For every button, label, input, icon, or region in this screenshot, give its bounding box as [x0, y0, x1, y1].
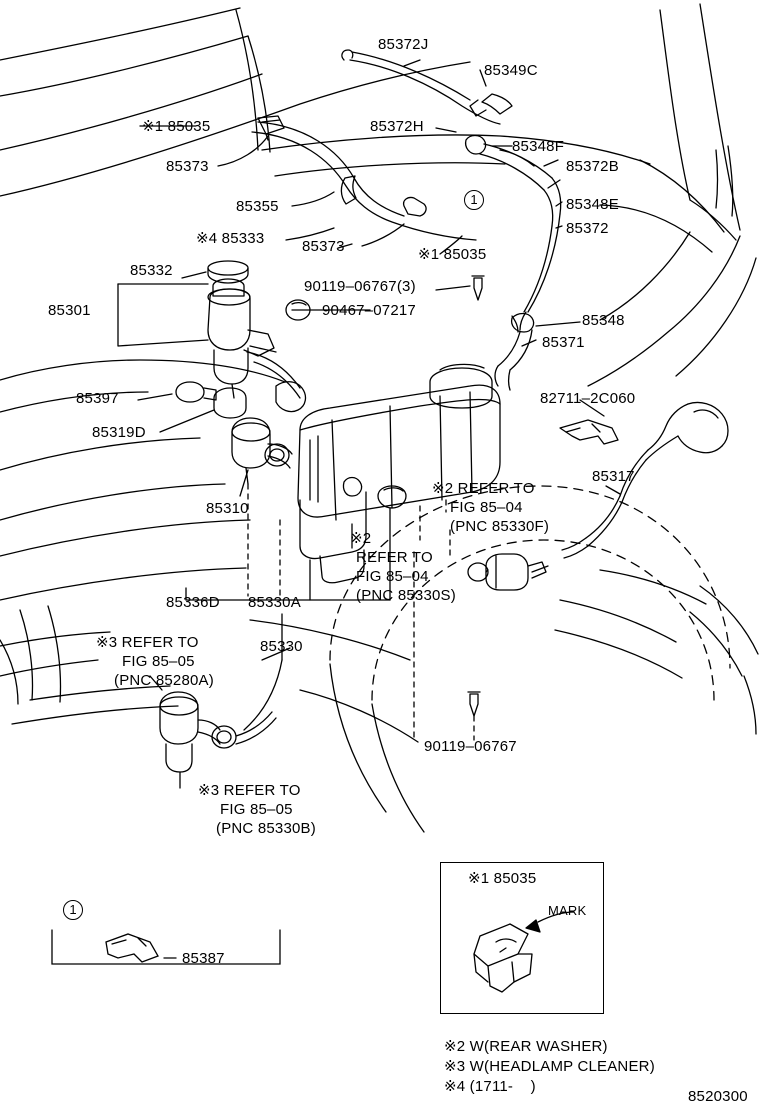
part-label-85336D: 85336D	[166, 594, 220, 611]
reference-note-85330F	[432, 480, 550, 535]
part-label-85035-upper: ※1 85035	[142, 118, 211, 135]
reference-note-85280A-line1: ※3 REFER TO	[96, 634, 199, 651]
part-label-85333: ※4 85333	[196, 230, 265, 247]
part-label-85371: 85371	[542, 334, 585, 351]
part-label-85317: 85317	[592, 468, 635, 485]
callout-circle-1-main: 1	[464, 190, 484, 210]
reference-note-85330S-line4: (PNC 85330S)	[356, 587, 456, 604]
reference-note-85330B	[198, 782, 316, 837]
part-label-90119-06767-3: 90119–06767(3)	[304, 278, 416, 295]
part-label-85372J: 85372J	[378, 36, 429, 53]
reference-note-85330B-line1: ※3 REFER TO	[198, 782, 301, 799]
part-label-85387: 85387	[182, 950, 225, 967]
part-label-90119-06767: 90119–06767	[424, 738, 517, 755]
reference-note-85280A	[96, 634, 214, 689]
part-label-85373-lower: 85373	[302, 238, 345, 255]
part-label-85330: 85330	[260, 638, 303, 655]
callout-circle-1-legend: 1	[63, 900, 83, 920]
part-label-85319D: 85319D	[92, 424, 146, 441]
part-label-85301: 85301	[48, 302, 91, 319]
reference-note-85280A-line2: FIG 85–05	[122, 653, 195, 670]
part-label-85373-upper: 85373	[166, 158, 209, 175]
part-label-85372: 85372	[566, 220, 609, 237]
reference-note-85280A-line3: (PNC 85280A)	[114, 672, 214, 689]
footnote-2: ※2 W(REAR WASHER)	[444, 1038, 608, 1055]
part-label-85397: 85397	[76, 390, 119, 407]
part-label-85349C: 85349C	[484, 62, 538, 79]
part-label-85310: 85310	[206, 500, 249, 517]
footnote-4: ※4 (1711- )	[444, 1078, 536, 1095]
reference-note-85330F-line3: (PNC 85330F)	[450, 518, 550, 535]
reference-note-85330B-line2: FIG 85–05	[220, 801, 293, 818]
reference-note-85330F-line2: FIG 85–04	[450, 499, 523, 516]
part-label-85348F: 85348F	[512, 138, 565, 155]
reference-note-85330F-line1: ※2 REFER TO	[432, 480, 535, 497]
part-label-85348E: 85348E	[566, 196, 619, 213]
part-label-82711-2C060: 82711–2C060	[540, 390, 636, 407]
inset-mark-label: MARK	[548, 903, 587, 918]
reference-note-85330S-line2: REFER TO	[356, 549, 433, 566]
reference-note-85330S-line3: FIG 85–04	[356, 568, 429, 585]
part-label-85348: 85348	[582, 312, 625, 329]
part-label-85372B: 85372B	[566, 158, 619, 175]
part-label-90467-07217: 90467–07217	[322, 302, 416, 319]
legend-bracket	[46, 912, 296, 992]
part-label-85355: 85355	[236, 198, 279, 215]
part-label-85332: 85332	[130, 262, 173, 279]
reference-note-85330S	[338, 530, 456, 604]
inset-title: ※1 85035	[468, 870, 537, 887]
reference-note-85330S-line1: ※2	[350, 530, 372, 547]
part-label-85330A: 85330A	[248, 594, 301, 611]
figure-code: 8520300	[688, 1088, 748, 1105]
footnote-3: ※3 W(HEADLAMP CLEANER)	[444, 1058, 655, 1075]
reference-note-85330B-line3: (PNC 85330B)	[216, 820, 316, 837]
part-label-85035-lower: ※1 85035	[418, 246, 487, 263]
part-label-85372H: 85372H	[370, 118, 424, 135]
